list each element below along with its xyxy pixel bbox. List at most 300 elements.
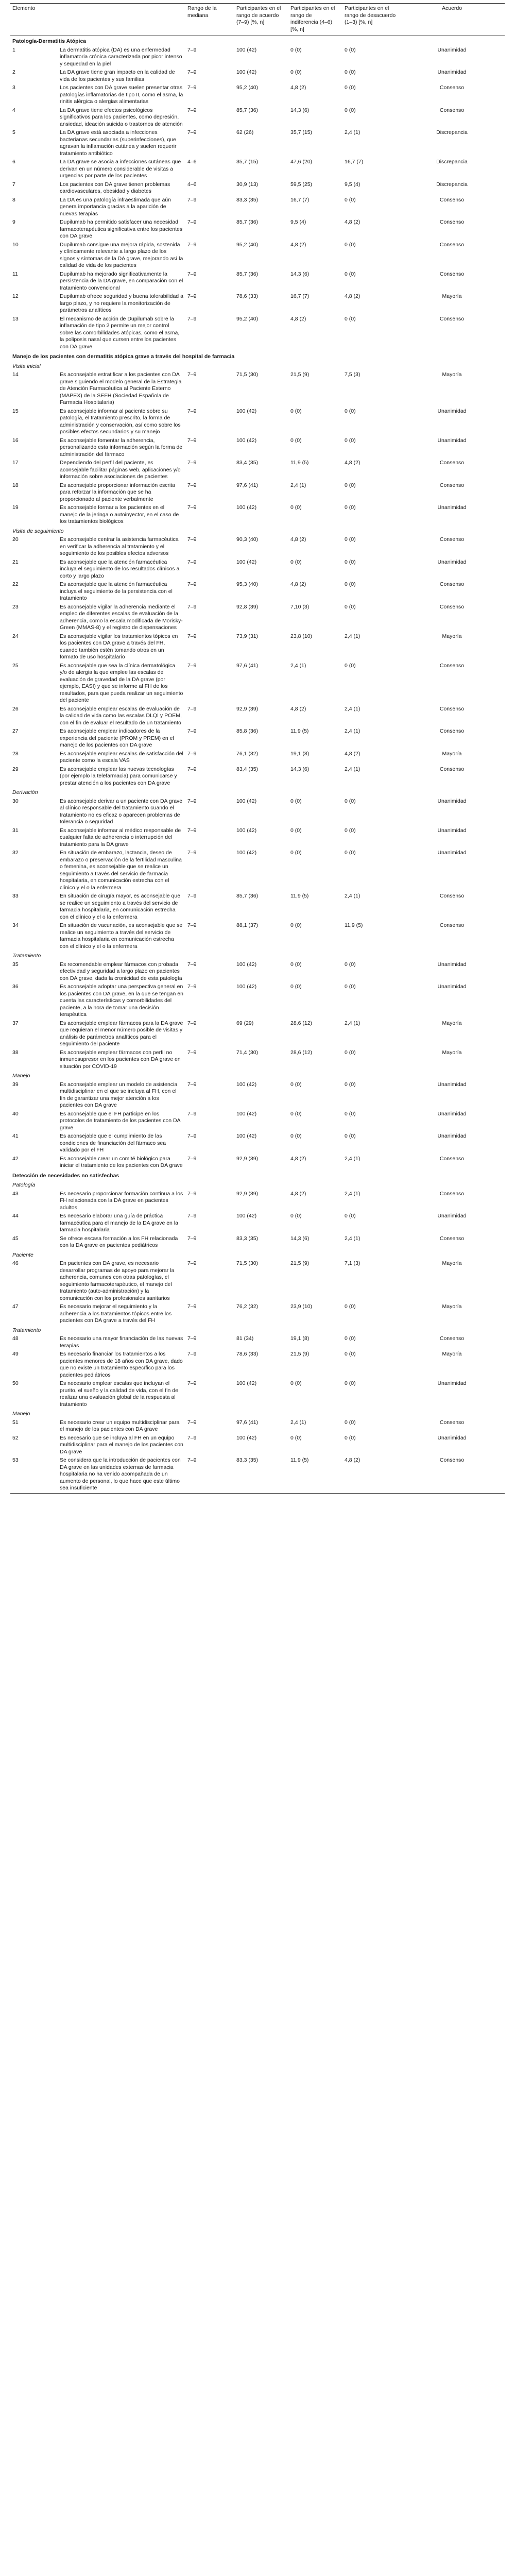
agreement-value: 100 (42): [236, 408, 257, 414]
disagreement-value: 0 (0): [345, 107, 356, 113]
consensus-result: Unanimidad: [437, 798, 467, 804]
consensus-result: Consenso: [439, 581, 465, 587]
median-range: 7–9: [187, 107, 197, 113]
item-number: 40: [12, 1110, 19, 1117]
item-number: 44: [12, 1213, 19, 1219]
disagreement-value: 7,1 (3): [345, 1260, 360, 1266]
indifference-value: 0 (0): [290, 798, 302, 804]
median-range: 7–9: [187, 241, 197, 248]
item-number: 9: [12, 219, 15, 225]
table-row: [10, 705, 505, 728]
table-header: [10, 4, 505, 36]
agreement-value: 97,6 (41): [236, 662, 259, 669]
consensus-result: Mayoría: [442, 293, 462, 299]
table-row: [10, 1081, 505, 1110]
consensus-result: Unanimidad: [437, 984, 467, 990]
indifference-value: 0 (0): [290, 69, 302, 75]
header-rango: Rango de la mediana: [185, 4, 234, 36]
item-cell: [10, 1049, 185, 1072]
median-range: 7–9: [187, 984, 197, 990]
median-range: 7–9: [187, 1434, 197, 1441]
median-range: 7–9: [187, 536, 197, 543]
consensus-result: Consenso: [439, 603, 465, 610]
indifference-value: 11,9 (5): [288, 1456, 342, 1493]
item-number: 43: [12, 1190, 19, 1197]
median-range: 7–9: [187, 766, 197, 772]
item-number: 13: [12, 315, 19, 322]
table-row: [10, 504, 505, 527]
table-row: [10, 46, 505, 69]
indifference-value: 16,7 (7): [290, 196, 310, 203]
item-statement: Es aconsejable que la atención farmacéutica incluya el seguimiento de la persistencia con el tratamiento: [60, 581, 173, 601]
item-cell: [10, 581, 185, 603]
median-range: 7–9: [187, 581, 197, 587]
item-statement: Es aconsejable que sea la clínica dermatológica y/o de alergia la que emplee las escalas de evaluación de gravedad de la DA grave (por ejemplo, EASI) y que se informe al FH de los resultados, para que pueda realizar un seguimiento del paciente: [60, 662, 183, 703]
consensus-result: Consenso: [439, 482, 465, 488]
table-row: [10, 181, 505, 196]
median-range: 7–9: [187, 504, 197, 511]
item-statement: Es necesario financiar los tratamientos a los pacientes menores de 18 años con DA grave, dado que no existe un tratamiento específico para los pacientes pediátricos: [60, 1351, 183, 1378]
disagreement-value: 0 (0): [345, 1133, 356, 1139]
median-range: 7–9: [187, 460, 197, 466]
consensus-result: Unanimidad: [437, 1380, 467, 1386]
consensus-result: Consenso: [439, 196, 465, 203]
section-title: Manejo de los pacientes con dermatitis atópica grave a través del hospital de farmacia: [12, 353, 235, 360]
agreement-value: 81 (34): [236, 1335, 254, 1342]
item-statement: En situación de vacunación, es aconsejable que se realice un seguimiento a través del servicio de farmacia hospitalaria en comunicación estrecha con el clínico y el o la enfermera: [60, 922, 183, 950]
agreement-value: 85,8 (36): [236, 728, 259, 734]
item-number: 48: [12, 1335, 19, 1342]
agreement-value: 71,5 (30): [236, 371, 259, 378]
item-number: 21: [12, 558, 19, 565]
item-number: 27: [12, 728, 19, 734]
indifference-value: 4,8 (2): [290, 705, 306, 712]
header-indiferencia: Participantes en el rango de indiferencia (4–6) [%, n]: [288, 4, 342, 36]
median-range: 7–9: [187, 293, 197, 299]
item-number: 11: [12, 270, 18, 277]
item-number: 50: [12, 1380, 19, 1386]
item-cell: [10, 705, 185, 728]
median-range: 7–9: [187, 728, 197, 734]
item-number: 36: [12, 984, 19, 990]
item-number: 20: [12, 536, 19, 543]
agreement-value: 100 (42): [236, 984, 257, 990]
indifference-value: 59,5 (25): [290, 181, 313, 188]
indifference-value: 14,3 (6): [290, 107, 310, 113]
item-cell: [10, 158, 185, 181]
subsection-title: Paciente: [12, 1251, 33, 1258]
median-range: 7–9: [187, 827, 197, 834]
item-number: 12: [12, 293, 19, 299]
disagreement-value: 11,9 (5): [345, 922, 363, 928]
item-statement: Es aconsejable derivar a un paciente con DA grave al clínico responsable del tratamiento cuando el tratamiento no es eficaz o aparecen problemas de tolerancia o seguridad: [60, 798, 183, 825]
median-range: 7–9: [187, 662, 197, 669]
item-statement: La DA grave se asocia a infecciones cutáneas que derivan en un número considerable de visitas a urgencias por parte de los pacientes: [60, 159, 181, 179]
median-range: 7–9: [187, 1335, 197, 1342]
agreement-value: 62 (26): [236, 129, 254, 135]
item-number: 6: [12, 159, 15, 165]
consensus-document: [10, 0, 505, 1494]
consensus-result: Unanimidad: [437, 961, 467, 968]
median-range: 4–6: [187, 159, 197, 165]
median-range: 7–9: [187, 558, 197, 565]
table-row: [10, 1350, 505, 1380]
item-statement: Es aconsejable que la atención farmacéutica incluya el seguimiento de los resultados clínicos a corto y largo plazo: [60, 558, 180, 579]
table-row: [10, 1456, 505, 1493]
indifference-value: 0 (0): [290, 1434, 302, 1441]
disagreement-value: 0 (0): [345, 504, 356, 511]
indifference-value: 4,8 (2): [290, 315, 306, 322]
section-heading-row: [10, 351, 505, 362]
item-number: 42: [12, 1155, 19, 1162]
disagreement-value: 2,4 (1): [345, 1190, 360, 1197]
median-range: 7–9: [187, 196, 197, 203]
subsection-title: Tratamiento: [12, 953, 41, 959]
consensus-result: Unanimidad: [437, 1133, 467, 1139]
table-row: [10, 1434, 505, 1457]
median-range: 7–9: [187, 1133, 197, 1139]
item-statement: Dependiendo del perfil del paciente, es aconsejable facilitar páginas web, aplicaciones y/o información sobre asociaciones de pacientes: [60, 460, 181, 480]
item-statement: Es aconsejable proporcionar información escrita para reforzar la información que se ha proporcionado al paciente verbalmente: [60, 482, 176, 502]
item-statement: La DA grave tiene efectos psicológicos significativos para los pacientes, como depresión, ansiedad, ideación suicida o trastornos de atención: [60, 107, 183, 127]
item-statement: Es aconsejable emplear escalas de evaluación de la calidad de vida como las escalas DLQI y POEM, con el fin de evaluar el resultado de un tratamiento: [60, 705, 182, 726]
item-number: 24: [12, 633, 19, 639]
median-range: 7–9: [187, 798, 197, 804]
item-statement: Es aconsejable centrar la asistencia farmacéutica en verificar la adherencia al tratamiento y el seguimiento de los posibles efectos adversos: [60, 536, 179, 556]
agreement-value: 78,6 (33): [236, 293, 259, 299]
item-number: 34: [12, 922, 19, 928]
table-row: [10, 892, 505, 922]
table-row: [10, 1303, 505, 1326]
indifference-value: 14,3 (6): [290, 270, 310, 277]
median-range: 7–9: [187, 1213, 197, 1219]
item-cell: [10, 558, 185, 581]
indifference-value: 7,10 (3): [290, 603, 310, 610]
item-number: 1: [12, 46, 15, 53]
median-range: 7–9: [187, 1110, 197, 1117]
consensus-result: Unanimidad: [437, 504, 467, 511]
item-statement: En pacientes con DA grave, es necesario desarrollar programas de apoyo para mejorar la adherencia, comunes con otras patologías, el seguimiento farmacoterapéutico, el manejo del tratamiento (auto-administración) y la comunicación con los profesionales sanitarios: [60, 1260, 175, 1301]
item-cell: [10, 766, 185, 788]
agreement-value: 71,5 (30): [236, 1260, 259, 1266]
consensus-result: Consenso: [439, 241, 465, 248]
subsection-heading-row: [10, 362, 505, 371]
indifference-value: 4,8 (2): [290, 241, 306, 248]
median-range: 7–9: [187, 69, 197, 75]
disagreement-value: 2,4 (1): [345, 893, 360, 899]
median-range: 7–9: [187, 1260, 197, 1266]
item-cell: [10, 727, 185, 750]
item-statement: Es aconsejable informar al paciente sobre su patología, el tratamiento prescrito, la forma de administración y conservación, así como sobre los posibles efectos secundarios y su manejo: [60, 408, 181, 435]
consensus-result: Mayoría: [442, 1260, 462, 1266]
item-statement: El mecanismo de acción de Dupilumab sobre la inflamación de tipo 2 permite un mejor control sobre las comorbilidades atópicas, como el asma, la poliposis nasal que cursen entre los pacientes con DA grave: [60, 315, 180, 350]
agreement-value: 100 (42): [236, 1133, 257, 1139]
section-title: Patología-Dermatitis Atópica: [12, 38, 87, 44]
consensus-result: Consenso: [439, 728, 465, 734]
item-number: 16: [12, 437, 19, 444]
item-statement: Es aconsejable crear un comité biológico para iniciar el tratamiento de los pacientes con DA grave: [60, 1155, 183, 1168]
agreement-value: 92,9 (39): [236, 1155, 259, 1162]
item-cell: [10, 1350, 185, 1380]
indifference-value: 2,4 (1): [290, 662, 306, 669]
item-statement: En situación de cirugía mayor, es aconsejable que se realice un seguimiento a través del servicio de farmacia hospitalaria, en comunicación estrecha con el clínico y el o la enfermera: [60, 893, 181, 920]
item-number: 25: [12, 662, 19, 669]
indifference-value: 28,6 (12): [290, 1049, 313, 1056]
agreement-value: 78,6 (33): [236, 1351, 259, 1357]
consensus-result: Unanimidad: [437, 1213, 467, 1219]
consensus-result: Consenso: [439, 315, 465, 322]
median-range: 7–9: [187, 408, 197, 414]
table-row: [10, 1155, 505, 1171]
table-row: [10, 983, 505, 1020]
table-row: [10, 766, 505, 788]
table-row: [10, 581, 505, 603]
item-cell: [10, 482, 185, 504]
disagreement-value: 0 (0): [345, 850, 356, 856]
item-statement: Es necesario elaborar una guía de práctica farmacéutica para el manejo de la DA grave en la farmacia hospitalaria: [60, 1213, 178, 1233]
table-row: [10, 371, 505, 408]
item-number: 37: [12, 1020, 19, 1026]
disagreement-value: 0 (0): [345, 1049, 356, 1056]
table-row: [10, 315, 505, 352]
disagreement-value: 4,8 (2): [345, 219, 360, 225]
disagreement-value: 0 (0): [345, 581, 356, 587]
header-acuerdo: Participantes en el rango de acuerdo (7–9) [%, n]: [234, 4, 288, 36]
item-cell: [10, 504, 185, 527]
item-number: 4: [12, 107, 15, 113]
median-range: 7–9: [185, 1456, 234, 1493]
table-row: [10, 558, 505, 581]
indifference-value: 4,8 (2): [290, 1190, 306, 1197]
indifference-value: 0 (0): [290, 1110, 302, 1117]
table-row: [10, 84, 505, 107]
consensus-result: Consenso: [399, 1456, 505, 1493]
item-cell: [10, 536, 185, 558]
table-row: [10, 827, 505, 850]
consensus-result: Consenso: [439, 1155, 465, 1162]
disagreement-value: 0 (0): [345, 536, 356, 543]
indifference-value: 14,3 (6): [290, 1235, 310, 1242]
item-statement: La dermatitis atópica (DA) es una enfermedad inflamatoria crónica caracterizada por picor intenso y sequedad en la piel: [60, 46, 182, 67]
item-cell: [10, 892, 185, 922]
item-number: 41: [12, 1133, 19, 1139]
item-number: 29: [12, 766, 19, 772]
agreement-value: 83,4 (35): [236, 766, 259, 772]
disagreement-value: 0 (0): [345, 558, 356, 565]
disagreement-value: 16,7 (7): [345, 159, 364, 165]
consensus-result: Discrepancia: [436, 159, 468, 165]
item-statement: Es necesario mejorar el seguimiento y la adherencia a los tratamientos tópicos entre los pacientes con DA grave a través del FH: [60, 1303, 172, 1324]
agreement-value: 92,9 (39): [236, 1190, 259, 1197]
agreement-value: 85,7 (36): [236, 893, 259, 899]
agreement-value: 85,7 (36): [236, 219, 259, 225]
table-row: [10, 1132, 505, 1155]
agreement-value: 100 (42): [236, 1081, 257, 1088]
agreement-value: 100 (42): [236, 437, 257, 444]
consensus-result: Unanimidad: [437, 408, 467, 414]
item-statement: Dupilumab ofrece seguridad y buena tolerabilidad a largo plazo, y no requiere la monitorización de parámetros analíticos: [60, 293, 183, 313]
median-range: 7–9: [187, 603, 197, 610]
item-cell: [10, 408, 185, 437]
table-row: [10, 69, 505, 84]
table-row: [10, 1235, 505, 1250]
agreement-value: 73,9 (31): [236, 633, 259, 639]
median-range: 7–9: [187, 270, 197, 277]
median-range: 7–9: [187, 1155, 197, 1162]
item-cell: [10, 293, 185, 315]
item-statement: Dupilumab ha mejorado significativamente la persistencia de la DA grave, en comparación con el tratamiento convencional: [60, 270, 183, 291]
median-range: 7–9: [187, 1190, 197, 1197]
agreement-value: 100 (42): [236, 1380, 257, 1386]
indifference-value: 0 (0): [290, 437, 302, 444]
indifference-value: 47,6 (20): [290, 159, 313, 165]
disagreement-value: 0 (0): [345, 46, 356, 53]
consensus-result: Unanimidad: [437, 850, 467, 856]
consensus-result: Mayoría: [442, 1049, 462, 1056]
item-number: 22: [12, 581, 19, 587]
item-cell: [10, 315, 185, 352]
agreement-value: 83,3 (35): [234, 1456, 288, 1493]
item-statement: Es aconsejable fomentar la adherencia, personalizando esta información según la forma de administración del fármaco: [60, 437, 183, 457]
agreement-value: 76,2 (32): [236, 1303, 259, 1310]
indifference-value: 21,5 (9): [290, 1351, 310, 1357]
consensus-result: Consenso: [439, 536, 465, 543]
median-range: 7–9: [187, 750, 197, 757]
consensus-result: Consenso: [439, 1190, 465, 1197]
agreement-value: 100 (42): [236, 504, 257, 511]
disagreement-value: 2,4 (1): [345, 728, 360, 734]
consensus-result: Unanimidad: [437, 558, 467, 565]
item-number: 52: [12, 1434, 19, 1441]
indifference-value: 4,8 (2): [290, 1155, 306, 1162]
item-cell: [10, 218, 185, 241]
disagreement-value: 0 (0): [345, 437, 356, 444]
agreement-value: 88,1 (37): [236, 922, 259, 928]
indifference-value: 21,5 (9): [290, 1260, 310, 1266]
table-row: [10, 107, 505, 129]
item-statement: Es aconsejable emplear fármacos para la DA grave que requieran el menor número posible de visitas y análisis de parámetros analíticos para el seguimiento del paciente: [60, 1020, 183, 1047]
consensus-result: Consenso: [439, 662, 465, 669]
table-row: [10, 270, 505, 293]
median-range: 7–9: [187, 893, 197, 899]
disagreement-value: 0 (0): [345, 1419, 356, 1426]
agreement-value: 97,6 (41): [236, 1419, 259, 1426]
table-row: [10, 1212, 505, 1235]
consensus-result: Consenso: [439, 1235, 465, 1242]
item-statement: Se considera que la introducción de pacientes con DA grave en las unidades externas de farmacia hospitalaria no ha venido acompañada de un aumento de personal, lo que hace que este último sea insuficiente: [60, 1457, 181, 1491]
item-number: 30: [12, 798, 19, 804]
consensus-result: Consenso: [439, 705, 465, 712]
item-number: 45: [12, 1235, 19, 1242]
consensus-result: Mayoría: [442, 1303, 462, 1310]
item-cell: [10, 107, 185, 129]
item-cell: [10, 1212, 185, 1235]
item-cell: [10, 181, 185, 196]
item-statement: Es aconsejable informar al médico responsable de cualquier falta de adherencia o interrupción del tratamiento para la DA grave: [60, 827, 181, 848]
item-number: 26: [12, 705, 19, 712]
item-number: 23: [12, 603, 19, 610]
subsection-title: Manejo: [12, 1411, 30, 1417]
indifference-value: 0 (0): [290, 984, 302, 990]
indifference-value: 11,9 (5): [290, 460, 309, 466]
subsection-heading-row: [10, 1071, 505, 1081]
indifference-value: 0 (0): [290, 1380, 302, 1386]
item-cell: [10, 1380, 185, 1409]
median-range: 7–9: [187, 1419, 197, 1426]
item-cell: [10, 961, 185, 984]
item-cell: [10, 1434, 185, 1457]
item-number: 14: [12, 371, 19, 378]
item-cell: [10, 437, 185, 460]
indifference-value: 0 (0): [290, 961, 302, 968]
table-row: [10, 408, 505, 437]
disagreement-value: 2,4 (1): [345, 1235, 360, 1242]
item-statement: Es aconsejable emplear indicadores de la experiencia del paciente (PROM y PREM) en el manejo de los pacientes con DA grave: [60, 728, 174, 748]
consensus-result: Mayoría: [442, 1020, 462, 1026]
agreement-value: 83,3 (35): [236, 1235, 259, 1242]
agreement-value: 76,1 (32): [236, 750, 259, 757]
item-number: 28: [12, 750, 19, 757]
consensus-result: Mayoría: [442, 371, 462, 378]
item-number: 53: [12, 1457, 19, 1463]
consensus-result: Unanimidad: [437, 437, 467, 444]
indifference-value: 0 (0): [290, 922, 302, 928]
table-row: [10, 293, 505, 315]
disagreement-value: 0 (0): [345, 1110, 356, 1117]
item-cell: [10, 1303, 185, 1326]
item-cell: [10, 633, 185, 662]
subsection-heading-row: [10, 788, 505, 798]
agreement-value: 69 (29): [236, 1020, 254, 1026]
subsection-title: Visita de seguimiento: [12, 528, 64, 534]
item-statement: En situación de embarazo, lactancia, deseo de embarazo o preservación de la fertilidad masculina o femenina, es aconsejable que se realice un seguimiento a través del servicio de farmacia hospitalaria, en comunicación estrecha con el clínico y el o la enfermera: [60, 850, 182, 891]
agreement-value: 90,3 (40): [236, 536, 259, 543]
median-range: 7–9: [187, 219, 197, 225]
item-statement: Los pacientes con DA grave tienen problemas cardiovasculares, obesidad y diabetes: [60, 181, 170, 194]
median-range: 7–9: [187, 633, 197, 639]
item-number: 8: [12, 196, 15, 203]
median-range: 7–9: [187, 1081, 197, 1088]
median-range: 7–9: [187, 922, 197, 928]
disagreement-value: 2,4 (1): [345, 1155, 360, 1162]
disagreement-value: 0 (0): [345, 315, 356, 322]
table-row: [10, 1110, 505, 1133]
section-title: Detección de necesidades no satisfechas: [12, 1172, 119, 1179]
consensus-result: Consenso: [439, 270, 465, 277]
item-number: 17: [12, 460, 19, 466]
item-number: 15: [12, 408, 19, 414]
disagreement-value: 4,8 (2): [342, 1456, 399, 1493]
table-row: [10, 1049, 505, 1072]
indifference-value: 0 (0): [290, 558, 302, 565]
table-row: [10, 218, 505, 241]
consensus-result: Consenso: [439, 84, 465, 91]
disagreement-value: 0 (0): [345, 270, 356, 277]
item-number: 47: [12, 1303, 19, 1310]
item-number: 5: [12, 129, 15, 135]
subsection-title: Patología: [12, 1182, 36, 1188]
disagreement-value: 0 (0): [345, 69, 356, 75]
disagreement-value: 0 (0): [345, 1303, 356, 1310]
indifference-value: 2,4 (1): [290, 1419, 306, 1426]
consensus-result: Consenso: [439, 107, 465, 113]
item-number: 35: [12, 961, 19, 968]
median-range: 4–6: [187, 181, 197, 188]
item-cell: [10, 1110, 185, 1133]
table-row: [10, 603, 505, 633]
agreement-value: 71,4 (30): [236, 1049, 259, 1056]
median-range: 7–9: [187, 437, 197, 444]
